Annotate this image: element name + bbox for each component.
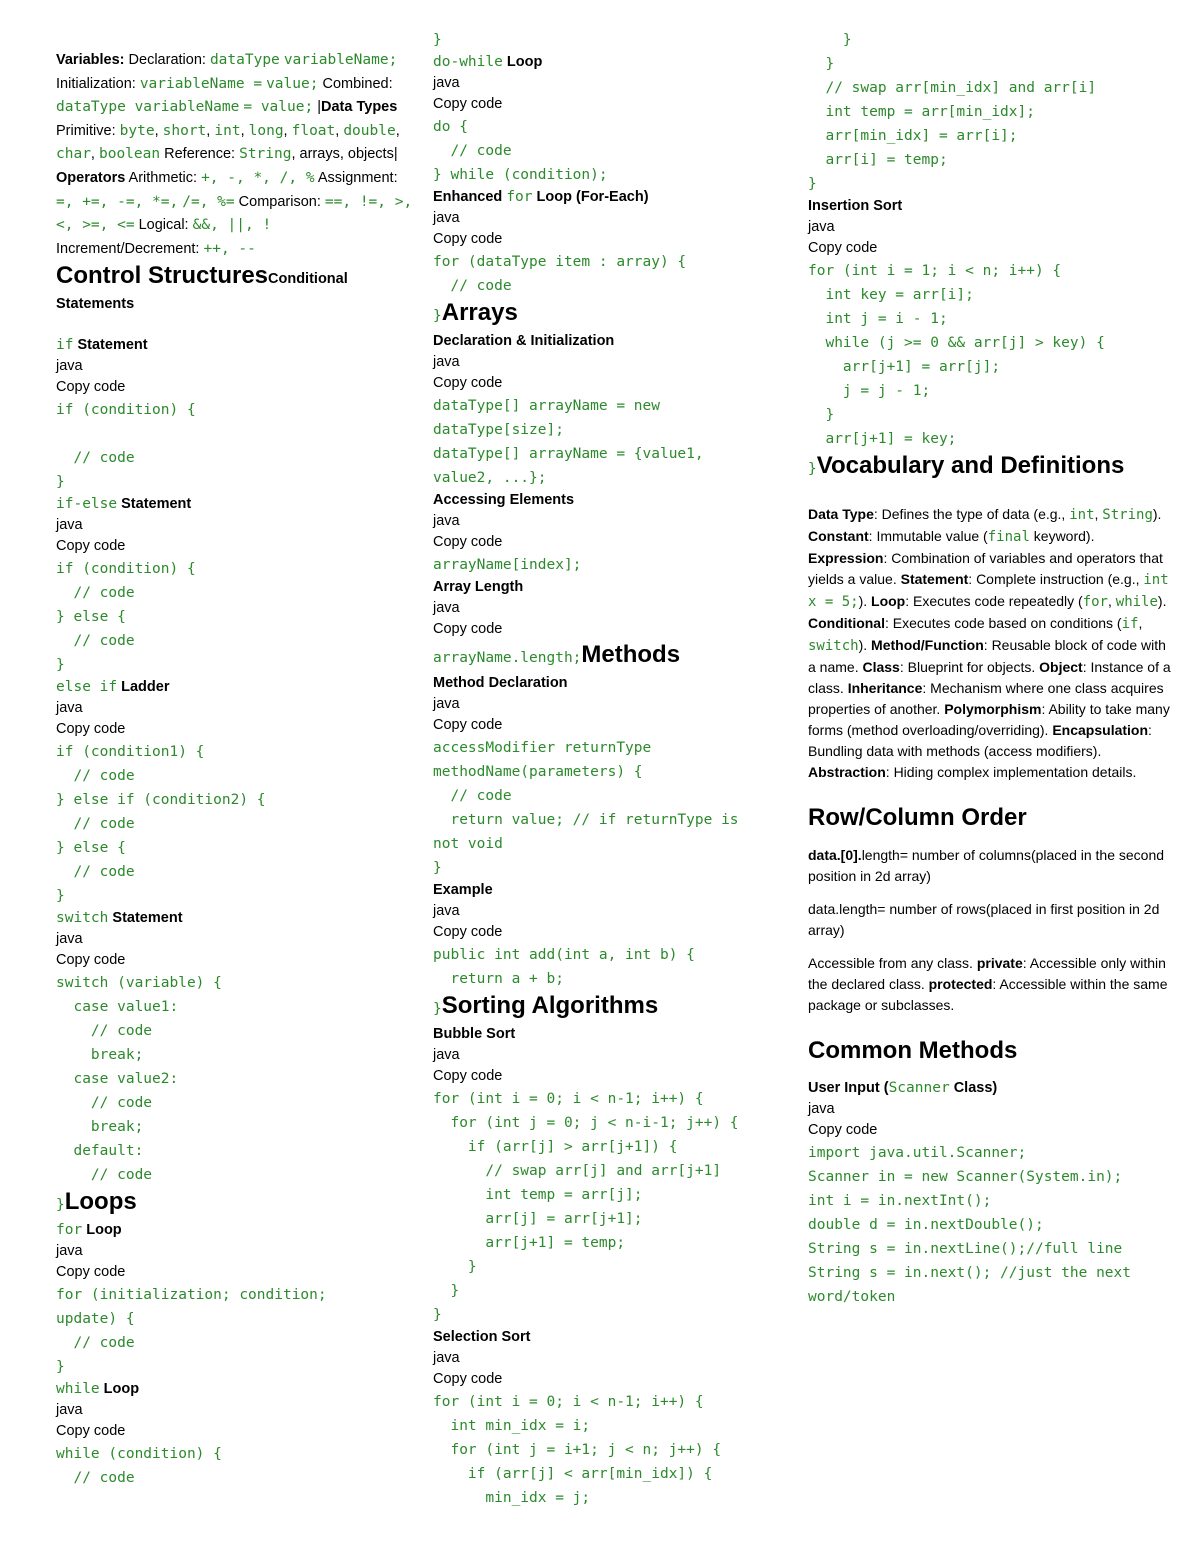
bubble-sort-heading: Bubble Sort — [433, 1026, 516, 1042]
lang-label: java — [808, 1101, 835, 1117]
copy-code-button[interactable]: Copy code — [433, 1068, 503, 1084]
sorting-heading: }Sorting Algorithms — [433, 992, 659, 1019]
rows-text: data.length= number of rows(placed in first position in 2d array) — [808, 901, 1160, 938]
user-input-heading: User Input (Scanner Class) — [808, 1080, 998, 1096]
lang-label: java — [433, 210, 460, 226]
lang-label: java — [433, 1047, 460, 1063]
lang-label: java — [56, 1402, 83, 1419]
access-code: arrayName[index]; — [433, 557, 582, 573]
copy-code-button[interactable]: Copy code — [433, 924, 503, 940]
example-code-block: public int add(int a, int b) { return a + b; — [433, 947, 695, 987]
copy-code-button[interactable]: Copy code — [433, 231, 503, 247]
while-code-block: while (condition) { // code — [56, 1446, 222, 1487]
common-methods-heading: Common Methods — [808, 1037, 1018, 1064]
lang-label: java — [433, 354, 460, 370]
method-decl-heading: Method Declaration — [433, 675, 568, 691]
bubble-code-block: for (int i = 0; i < n-1; i++) { for (int j = 0; j < n-i-1; j++) { if (arr[j] > arr[j+1]) { // swap arr[j] and arr[j+1] int temp = arr[j]; arr[j] = arr[j+1]; arr[j+1] = temp; } } } — [433, 1091, 739, 1323]
access-modifiers-text: Accessible from any class. private: Accessible only within the declared class. protected: Accessible within the same package or subclasses. — [808, 955, 1168, 1013]
vocabulary-heading: }Vocabulary and Definitions — [808, 452, 1125, 479]
lang-label: java — [56, 1243, 83, 1260]
copy-code-button[interactable]: Copy code — [56, 538, 126, 555]
lang-label: java — [433, 1350, 460, 1366]
else-if-code-block: if (condition1) { // code } else if (condition2) { // code } else { // code } — [56, 744, 266, 905]
array-length-heading: Array Length — [433, 579, 524, 595]
while-loop-heading: while Loop — [56, 1381, 140, 1398]
copy-code-button[interactable]: Copy code — [56, 1264, 126, 1281]
lang-label: java — [433, 513, 460, 529]
variables-paragraph: Variables: Declaration: dataType variableName; Initialization: variableName = value; Combined: dataType variableName = value; |Data Types Primitive: byte, short, int, long, float, double, char, boolean Reference: String, arrays, objects| Operators Arithmetic: +, -, *, /, % Assignment: =, +=, -=, *=, /=, %= Comparison: ==, !=, >, <, >=, <= Logical: &&, ||, ! Increment/Decrement: ++, -- — [56, 52, 413, 257]
copy-code-button[interactable]: Copy code — [56, 379, 126, 396]
insertion-code-block: for (int i = 1; i < n; i++) { int key = arr[i]; int j = i - 1; while (j >= 0 && arr[j] > key) { arr[j+1] = arr[j]; j = j - 1; } arr[j+1] = key; — [808, 263, 1105, 447]
copy-code-button[interactable]: Copy code — [56, 1423, 126, 1440]
copy-code-button[interactable]: Copy code — [433, 717, 503, 733]
column-2 — [433, 28, 793, 1510]
row-column-heading: Row/Column Order — [808, 804, 1027, 831]
selection-sort-heading: Selection Sort — [433, 1329, 531, 1345]
loops-heading: }Loops — [56, 1188, 137, 1216]
column-3 — [808, 28, 1176, 1309]
if-code-block: if (condition) { // code } — [56, 402, 196, 491]
lang-label: java — [56, 700, 83, 717]
lang-label: java — [433, 903, 460, 919]
lang-label: java — [433, 75, 460, 91]
lang-label: java — [56, 517, 83, 534]
lang-label: java — [433, 600, 460, 616]
lang-label: java — [808, 219, 835, 235]
example-heading: Example — [433, 882, 493, 898]
if-else-code-block: if (condition) { // code } else { // code } — [56, 561, 196, 674]
if-else-heading: if-else Statement — [56, 496, 192, 513]
columns-text: data.[0].length= number of columns(placed in the second position in 2d array) — [808, 847, 1165, 884]
declaration-heading: Declaration & Initialization — [433, 333, 615, 349]
do-while-code-block: do { // code } while (condition); — [433, 119, 608, 183]
length-code-line: arrayName.length;Methods — [433, 641, 681, 668]
column-1 — [56, 28, 416, 1490]
if-statement-heading: if Statement — [56, 337, 148, 354]
for-code-block: for (initialization; condition; update) { // code } — [56, 1287, 327, 1376]
copy-code-button[interactable]: Copy code — [808, 240, 878, 256]
accessing-heading: Accessing Elements — [433, 492, 575, 508]
for-loop-heading: for Loop — [56, 1222, 122, 1239]
method-code-block: accessModifier returnType methodName(parameters) { // code return value; // if returnType is not void } — [433, 740, 739, 876]
selection-code-block: for (int i = 0; i < n-1; i++) { int min_idx = i; for (int j = i+1; j < n; j++) { if (arr[j] < arr[min_idx]) { min_idx = j; — [433, 1394, 722, 1506]
switch-heading: switch Statement — [56, 910, 183, 927]
do-while-heading: do-while Loop — [433, 54, 543, 70]
copy-code-button[interactable]: Copy code — [433, 96, 503, 112]
copy-code-button[interactable]: Copy code — [433, 375, 503, 391]
copy-code-button[interactable]: Copy code — [808, 1122, 878, 1138]
control-structures-heading: Control StructuresConditional — [56, 262, 348, 290]
selection-code-continued: } } // swap arr[min_idx] and arr[i] int temp = arr[min_idx]; arr[min_idx] = arr[i]; arr[i] = temp; } — [808, 32, 1097, 192]
scanner-code-block: import java.util.Scanner; Scanner in = new Scanner(System.in); int i = in.nextInt(); double d = in.nextDouble(); String s = in.nextLine();//full line String s = in.next(); //just the next word/token — [808, 1145, 1132, 1305]
insertion-sort-heading: Insertion Sort — [808, 198, 903, 214]
arrays-heading: }Arrays — [433, 299, 518, 326]
copy-code-button[interactable]: Copy code — [433, 621, 503, 637]
enhanced-for-heading: Enhanced for Loop (For-Each) — [433, 189, 649, 205]
statements-label: Statements — [56, 296, 135, 313]
copy-code-button[interactable]: Copy code — [56, 721, 126, 738]
lang-label: java — [433, 696, 460, 712]
copy-code-button[interactable]: Copy code — [433, 534, 503, 550]
else-if-heading: else if Ladder — [56, 679, 170, 696]
lang-label: java — [56, 931, 83, 948]
copy-code-button[interactable]: Copy code — [56, 952, 126, 969]
switch-code-block: switch (variable) { case value1: // code break; case value2: // code break; default: // code — [56, 975, 222, 1184]
vocabulary-paragraph: Data Type: Defines the type of data (e.g., int, String). Constant: Immutable value (final keyword). Expression: Combination of variables and operators that yields a value. Statement: Complete instruction (e.g., int x = 5;). Loop: Executes code repeatedly (for, while). Conditional: Executes code based on conditions (if, switch). Method/Function: Reusable block of code with a name. Class: Blueprint for objects. Object: Instance of a class. Inheritance: Mechanism where one class acquires properties of another. Polymorphism: Ability to take many forms (method overloading/overriding). Encapsulation: Bundling data with methods (access modifiers). Abstraction: Hiding complex implementation details. — [808, 506, 1171, 780]
enhanced-for-code-block: for (dataType item : array) { // code — [433, 254, 687, 294]
array-decl-code-block: dataType[] arrayName = new dataType[size]; dataType[] arrayName = {value1, value2, ...}; — [433, 398, 704, 486]
while-close: } — [433, 32, 442, 48]
lang-label: java — [56, 358, 83, 375]
copy-code-button[interactable]: Copy code — [433, 1371, 503, 1387]
methods-heading: Methods — [581, 641, 681, 668]
